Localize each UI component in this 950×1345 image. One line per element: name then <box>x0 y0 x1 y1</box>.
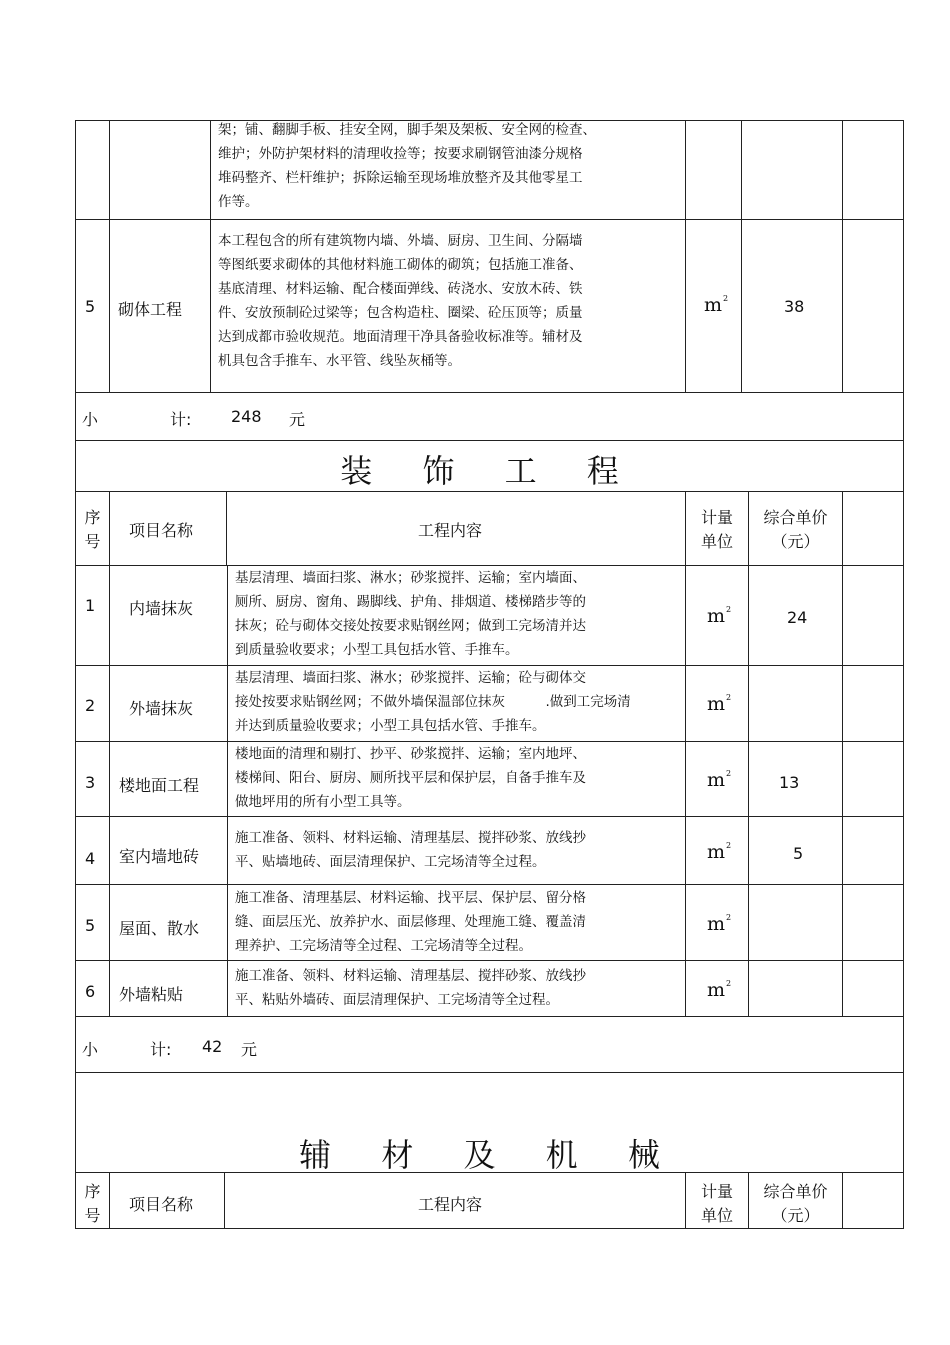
rule <box>75 816 904 817</box>
col-rule <box>227 565 228 1016</box>
col-rule <box>226 491 227 566</box>
cell-name: 外墙抹灰 <box>129 699 194 718</box>
subtotal-currency: 元 <box>289 410 306 429</box>
col-rule <box>842 491 843 1016</box>
header-unit: 计量 单位 <box>700 508 733 551</box>
cell-price: 38 <box>784 297 805 316</box>
cell-no: 1 <box>85 596 96 615</box>
table-border-right <box>903 120 904 1229</box>
col-rule <box>685 120 686 392</box>
cell-no: 4 <box>85 849 96 868</box>
table-border-left <box>75 120 76 1229</box>
subtotal-value: 248 <box>231 407 262 426</box>
header-price: 综合单价 （元） <box>763 1182 828 1225</box>
cell-name: 砌体工程 <box>118 300 183 319</box>
subtotal-label: 小 <box>82 1040 99 1059</box>
col-rule <box>842 1172 843 1228</box>
cell-content: 施工准备、清理基层、材料运输、找平层、保护层、留分格 缝、面层压光、放养护水、面层修理、处理施工缝、覆盖清 理养护、工完场清等全过程、工完场清等全过程。 <box>235 890 586 954</box>
rule <box>75 392 904 393</box>
cell-price: 5 <box>793 844 804 863</box>
cell-name: 楼地面工程 <box>119 776 200 795</box>
cell-content: 基层清理、墙面扫浆、淋水；砂浆搅拌、运输；室内墙面、 厕所、厨房、窗角、踢脚线、护角、排烟道、楼梯踏步等的 抹灰；砼与砌体交接处按要求贴钢丝网；做到工完场清并达 到质量验收要求；小型工具包括水管、手推车。 <box>235 570 586 658</box>
cell-unit: $m^2$ <box>707 769 732 791</box>
cell-price: 13 <box>779 773 800 792</box>
cell-unit: $m^2$ <box>707 979 732 1001</box>
header-no: 序 号 <box>84 1182 101 1225</box>
rule <box>75 884 904 885</box>
rule <box>75 960 904 961</box>
header-no: 序 号 <box>84 508 101 551</box>
cell-no: 3 <box>85 773 96 792</box>
header-unit: 计量 单位 <box>700 1182 733 1225</box>
col-rule <box>685 491 686 1016</box>
header-name: 项目名称 <box>129 521 194 540</box>
col-rule <box>109 1172 110 1228</box>
cell-content: 基层清理、墙面扫浆、淋水；砂浆搅拌、运输；砼与砌体交 接处按要求贴钢丝网；不做外墙保温部位抹灰 .做到工完场清 并达到质量验收要求；小型工具包括水管、手推车。 <box>235 670 631 734</box>
cell-unit: $m^2$ <box>707 841 732 863</box>
subtotal-label: 计: <box>150 1040 172 1059</box>
col-rule <box>109 491 110 1016</box>
cell-content: 施工准备、领料、材料运输、清理基层、搅拌砂浆、放线抄 平、粘贴外墙砖、面层清理保护、工完场清等全过程。 <box>235 968 586 1008</box>
subtotal-label: 小 <box>82 410 99 429</box>
cell-name: 内墙抹灰 <box>129 599 194 618</box>
col-rule <box>842 120 843 392</box>
rule <box>75 1016 904 1017</box>
rule <box>75 440 904 441</box>
cell-name: 室内墙地砖 <box>119 847 200 866</box>
cell-name: 屋面、散水 <box>119 919 200 938</box>
col-rule <box>741 120 742 392</box>
col-rule <box>210 120 211 392</box>
section-title: 辅 材 及 机 械 <box>299 1136 680 1174</box>
cell-unit: $m^2$ <box>707 693 732 715</box>
cell-content: 本工程包含的所有建筑物内墙、外墙、厨房、卫生间、分隔墙 等图纸要求砌体的其他材料施工砌体的砌筑；包括施工准备、 基底清理、材料运输、配合楼面弹线、砖浇水、安放木砖、铁 件、安放预制砼过梁等；包含构造柱、圈梁、砼压顶等；质量 达到成都市验收规范。地面清理干净具备验收标准等。辅材及 机具包含手推车、水平管、线坠灰桶等。 <box>218 233 583 369</box>
cell-content: 楼地面的清理和剔打、抄平、砂浆搅拌、运输；室内地坪、 楼梯间、阳台、厨房、厕所找平层和保护层，自备手推车及 做地坪用的所有小型工具等。 <box>235 746 586 810</box>
header-price: 综合单价 （元） <box>763 508 828 551</box>
cell-price: 24 <box>787 608 808 627</box>
col-rule <box>748 491 749 1016</box>
cell-no: 5 <box>85 297 96 316</box>
subtotal-currency: 元 <box>241 1040 258 1059</box>
col-rule <box>109 120 110 392</box>
cell-content: 施工准备、领料、材料运输、清理基层、搅拌砂浆、放线抄 平、贴墙地砖、面层清理保护、工完场清等全过程。 <box>235 830 586 870</box>
subtotal-value: 42 <box>202 1037 223 1056</box>
cell-no: 5 <box>85 916 96 935</box>
header-content: 工程内容 <box>418 1195 483 1214</box>
cell-content: 架；铺、翻脚手板、挂安全网，脚手架及架板、安全网的检查、 维护；外防护架材料的清理收捡等；按要求刷钢管油漆分规格 堆码整齐、栏杆维护；拆除运输至现场堆放整齐及其他零星工 作等。 <box>218 122 596 210</box>
cell-no: 6 <box>85 982 96 1001</box>
rule <box>75 1228 904 1229</box>
cell-name: 外墙粘贴 <box>119 985 184 1004</box>
header-name: 项目名称 <box>129 1195 194 1214</box>
subtotal-label: 计: <box>170 410 192 429</box>
section-title: 装 饰 工 程 <box>340 452 639 490</box>
cell-no: 2 <box>85 696 96 715</box>
rule <box>75 219 904 220</box>
rule <box>75 1072 904 1073</box>
cell-unit: $m^2$ <box>707 913 732 935</box>
header-content: 工程内容 <box>418 521 483 540</box>
cell-unit: $m^2$ <box>704 294 729 316</box>
cell-unit: $m^2$ <box>707 605 732 627</box>
col-rule <box>224 1172 225 1228</box>
